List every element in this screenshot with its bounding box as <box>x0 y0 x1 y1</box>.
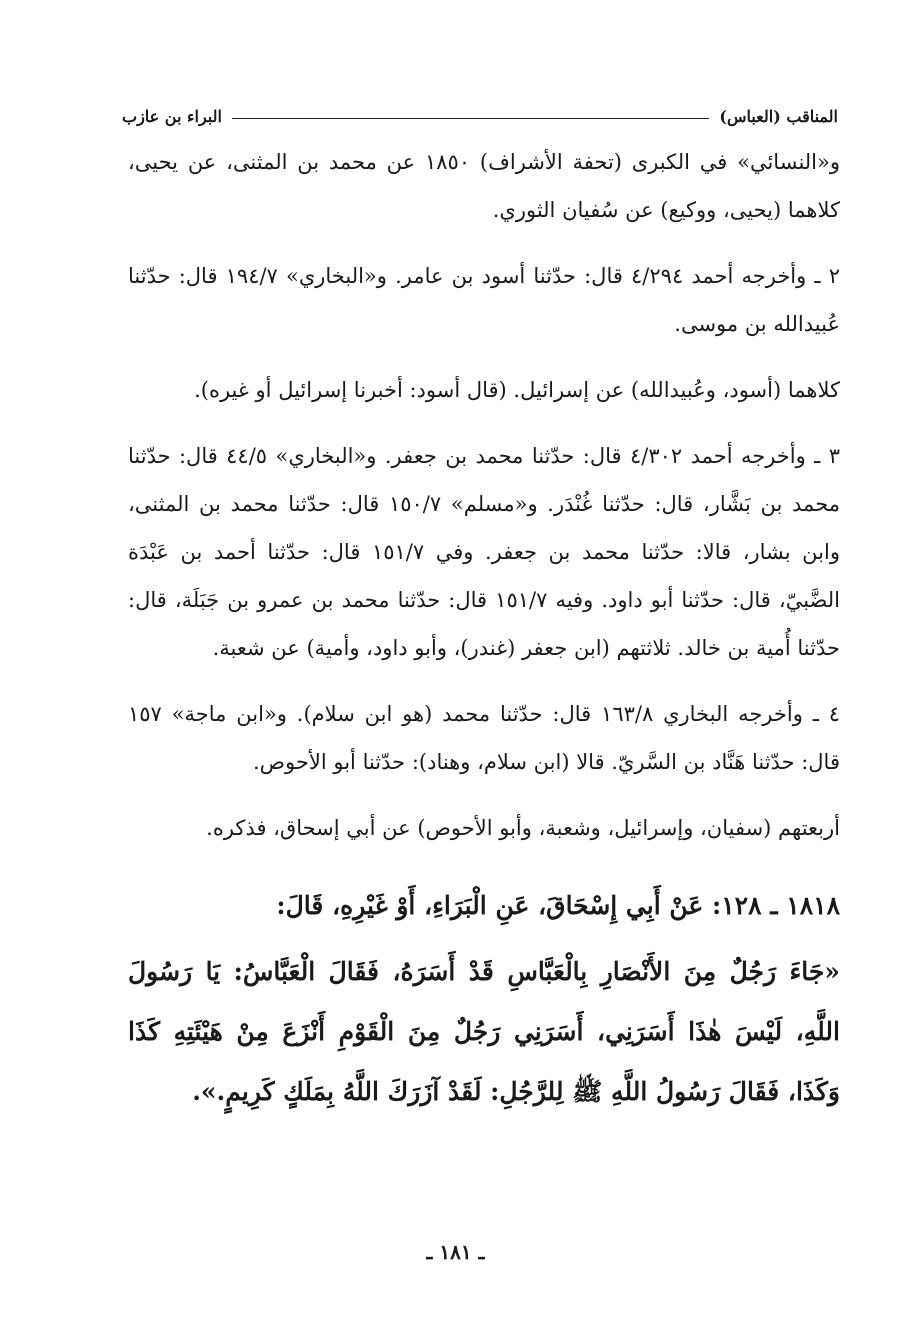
paragraph-takhrij-4: ٤ ـ وأخرجه البخاري ١٦٣/٨ قال: حدّثنا محمد (هو ابن سلام). و«ابن ماجة» ١٥٧ قال: حدّثنا هَنَّاد بن السَّريّ. قالا (ابن سلام، وهناد): حدّثنا أبو الأحوص. <box>128 702 840 774</box>
header-rule <box>232 118 709 119</box>
paragraph-isnad-israil: كلاهما (أسود، وعُبيدالله) عن إسرائيل. (قال أسود: أخبرنا إسرائيل أو غيره). <box>194 378 840 402</box>
header-narrator-name: البراء بن عازب <box>122 107 222 126</box>
paragraph-nasai: و«النسائي» في الكبرى (تحفة الأشراف) ١٨٥٠ عن محمد بن المثنى، عن يحيى، كلاهما (يحيى، ووكيع) عن سُفيان الثوري. <box>128 150 840 222</box>
page-number: ـ ١٨١ ـ <box>426 1240 485 1264</box>
paragraph-summary: أربعتهم (سفيان، وإسرائيل، وشعبة، وأبو الأحوص) عن أبي إسحاق، فذكره. <box>206 816 840 840</box>
paragraph-takhrij-2: ٢ ـ وأخرجه أحمد ٤/٢٩٤ قال: حدّثنا أسود بن عامر. و«البخاري» ١٩٤/٧ قال: حدّثنا عُبيدالله بن موسى. <box>128 264 840 336</box>
paragraph-takhrij-3: ٣ ـ وأخرجه أحمد ٤/٣٠٢ قال: حدّثنا محمد بن جعفر. و«البخاري» ٤٤/٥ قال: حدّثنا محمد بن بَشَّار، قال: حدّثنا غُنْدَر. و«مسلم» ١٥٠/٧ قال: حدّثنا محمد بن المثنى، وابن بشار، قالا: حدّثنا محمد بن جعفر. وفي ١٥١/٧ قال: حدّثنا أحمد بن عَبْدَة الضَّبيّ، قال: حدّثنا أبو داود. وفيه ١٥١/٧ قال: حدّثنا محمد بن عمرو بن جَبَلَة، قال: حدّثنا أُمية بن خالد. ثلاثتهم (ابن جعفر (غندر)، وأبو داود، وأمية) عن شعبة. <box>128 444 840 660</box>
hadith-text: «جَاءَ رَجُلٌ مِنَ الأَنْصَارِ بِالْعَبَّاسِ قَدْ أَسَرَهُ، فَقَالَ الْعَبَّاسُ: يَا رَسُولَ اللَّهِ، لَيْسَ هٰذَا أَسَرَنِي، أَسَرَنِي رَجُلٌ مِنَ الْقَوْمِ أَنْزَعَ مِنْ هَيْئَتِهِ كَذَا وَكَذَا، فَقَالَ رَسُولُ اللَّهِ ﷺ لِلرَّجُلِ: لَقَدْ آزَرَكَ اللَّهُ بِمَلَكٍ كَرِيمٍ.». <box>128 957 840 1106</box>
header-chapter-title: المناقب (العباس) <box>719 107 838 126</box>
page-body <box>128 138 840 1122</box>
running-header <box>122 96 838 126</box>
hadith-heading: ١٨١٨ ـ ١٢٨: عَنْ أَبِي إِسْحَاقَ، عَنِ الْبَرَاءِ، أَوْ غَيْرِهِ، قَالَ: <box>276 891 840 920</box>
